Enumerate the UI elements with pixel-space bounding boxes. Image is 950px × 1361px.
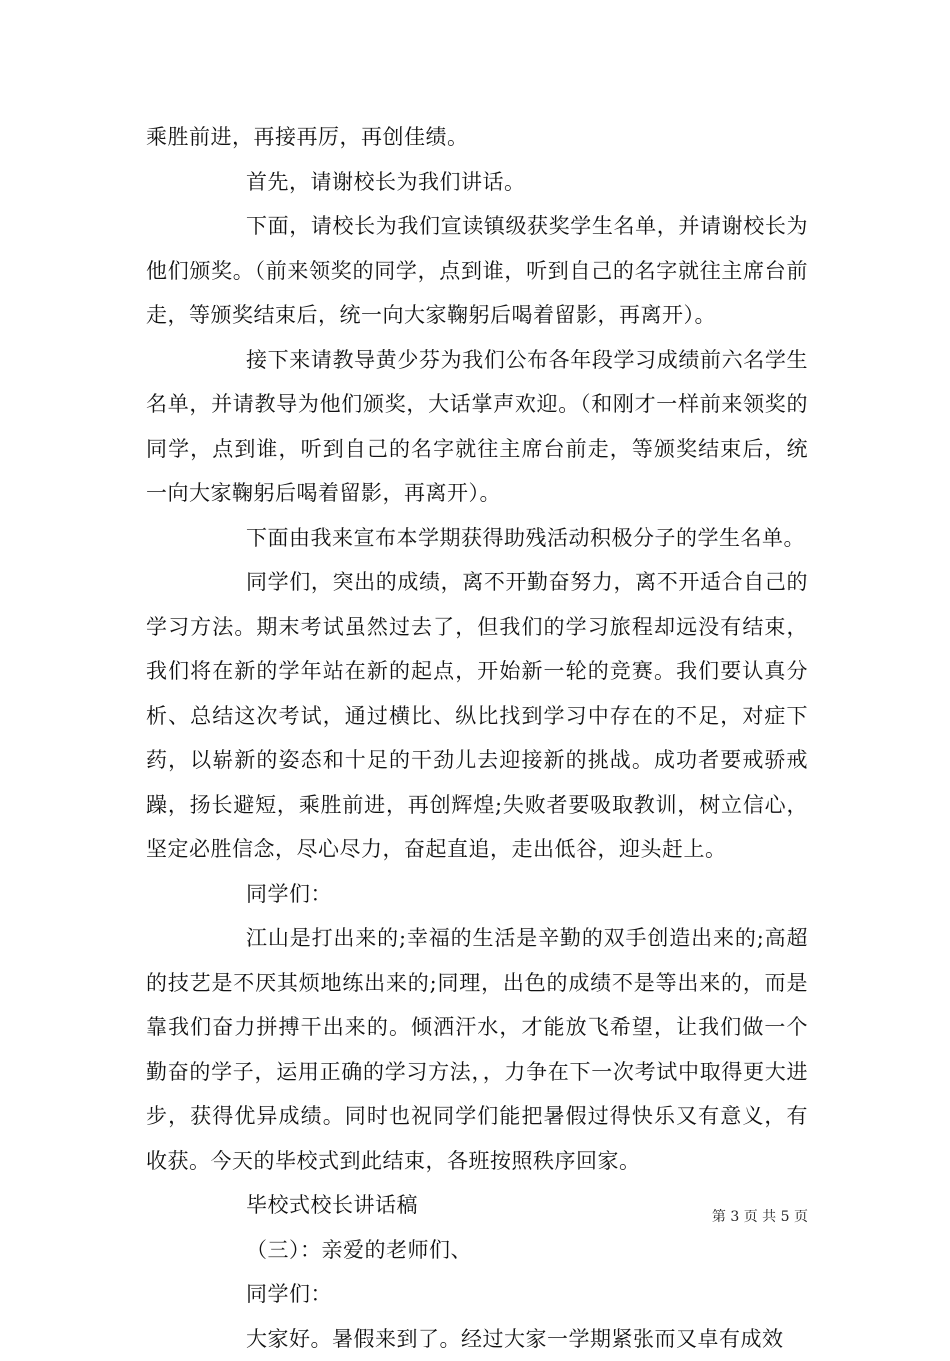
paragraph-2: 首先，请谢校长为我们讲话。 <box>146 160 808 205</box>
page-number-footer: 第 3 页 共 5 页 <box>0 1206 808 1226</box>
paragraph-11: 同学们： <box>146 1272 808 1317</box>
paragraph-6: 同学们，突出的成绩，离不开勤奋努力，离不开适合自己的学习方法。期末考试虽然过去了，但我们的学习旅程却远没有结束，我们将在新的学年站在新的起点，开始新一轮的竞赛。我们要认真分析、总结这次考试，通过横比、纵比找到学习中存在的不足，对症下药，以崭新的姿态和十足的干劲儿去迎接新的挑战。成功者要戒骄戒躁，扬长避短，乘胜前进，再创辉煌;失败者要吸取教训，树立信心，坚定必胜信念，尽心尽力，奋起直追，走出低谷，迎头赶上。 <box>146 560 808 872</box>
document-body <box>146 115 808 1361</box>
paragraph-3: 下面，请校长为我们宣读镇级获奖学生名单，并请谢校长为他们颁奖。（前来领奖的同学，点到谁，听到自己的名字就往主席台前走，等颁奖结束后，统一向大家鞠躬后喝着留影，再离开）。 <box>146 204 808 338</box>
paragraph-10: （三）：亲爱的老师们、 <box>146 1228 808 1273</box>
paragraph-12: 大家好。暑假来到了。经过大家一学期紧张而又卓有成效 <box>146 1317 808 1361</box>
paragraph-8: 江山是打出来的;幸福的生活是辛勤的双手创造出来的;高超的技艺是不厌其烦地练出来的;同理，出色的成绩不是等出来的，而是靠我们奋力拼搏干出来的。倾洒汗水，才能放飞希望，让我们做一个勤奋的学子，运用正确的学习方法，，力争在下一次考试中取得更大进步，获得优异成绩。同时也祝同学们能把暑假过得快乐又有意义，有收获。今天的毕校式到此结束，各班按照秩序回家。 <box>146 916 808 1183</box>
paragraph-1: 乘胜前进，再接再厉，再创佳绩。 <box>146 115 808 160</box>
paragraph-4: 接下来请教导黄少芬为我们公布各年段学习成绩前六名学生名单，并请教导为他们颁奖，大话掌声欢迎。（和刚才一样前来领奖的同学，点到谁，听到自己的名字就往主席台前走，等颁奖结束后，统一向大家鞠躬后喝着留影，再离开）。 <box>146 338 808 516</box>
paragraph-5: 下面由我来宣布本学期获得助残活动积极分子的学生名单。 <box>146 516 808 561</box>
section-heading: 毕校式校长讲话稿 <box>146 1183 808 1228</box>
paragraph-7: 同学们： <box>146 872 808 917</box>
